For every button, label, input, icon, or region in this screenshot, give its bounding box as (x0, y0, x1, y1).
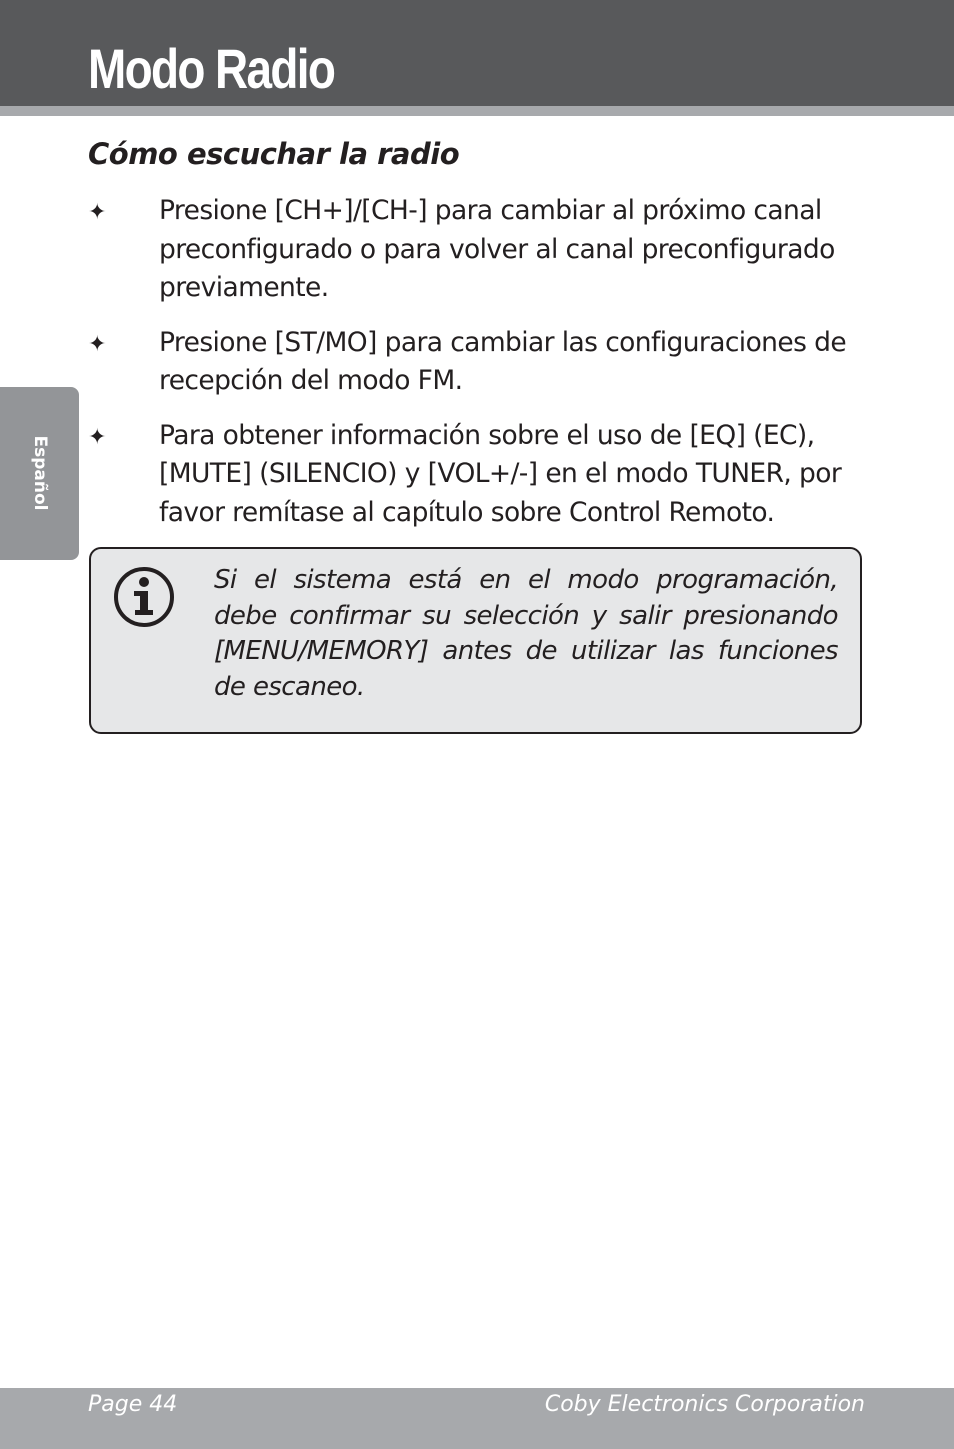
info-icon (112, 565, 176, 629)
header-rule (0, 106, 954, 116)
page-number: Page 44 (88, 1392, 178, 1417)
list-item-text: Presione [CH+]/[CH-] para cambiar al próximo canal preconfigurado o para volver al canal preconfigurado previamente. (159, 195, 835, 303)
section-heading: Cómo escuchar la radio (88, 137, 460, 171)
star-bullet-icon: ✦ (88, 331, 107, 357)
language-tab-label: Español (30, 435, 50, 511)
instruction-list (88, 192, 878, 548)
note-text: Si el sistema está en el modo programación, debe confirmar su selección y salir presionando [MENU/MEMORY] antes de utilizar las funciones de escaneo. (214, 565, 838, 702)
star-bullet-icon: ✦ (88, 200, 107, 225)
list-item (88, 192, 878, 308)
list-item-text: Para obtener información sobre el uso de [EQ] (EC), [MUTE] (SILENCIO) y [VOL+/-] en el modo TUNER, por favor remítase al capítulo sobre Control Remoto. (159, 419, 842, 528)
star-bullet-icon: ✦ (88, 424, 107, 450)
list-item-text: Presione [ST/MO] para cambiar las configuraciones de recepción del modo FM. (159, 326, 847, 396)
list-item (88, 417, 878, 533)
company-name: Coby Electronics Corporation (544, 1392, 865, 1417)
list-item (88, 324, 878, 401)
page-title: Modo Radio (88, 37, 335, 100)
